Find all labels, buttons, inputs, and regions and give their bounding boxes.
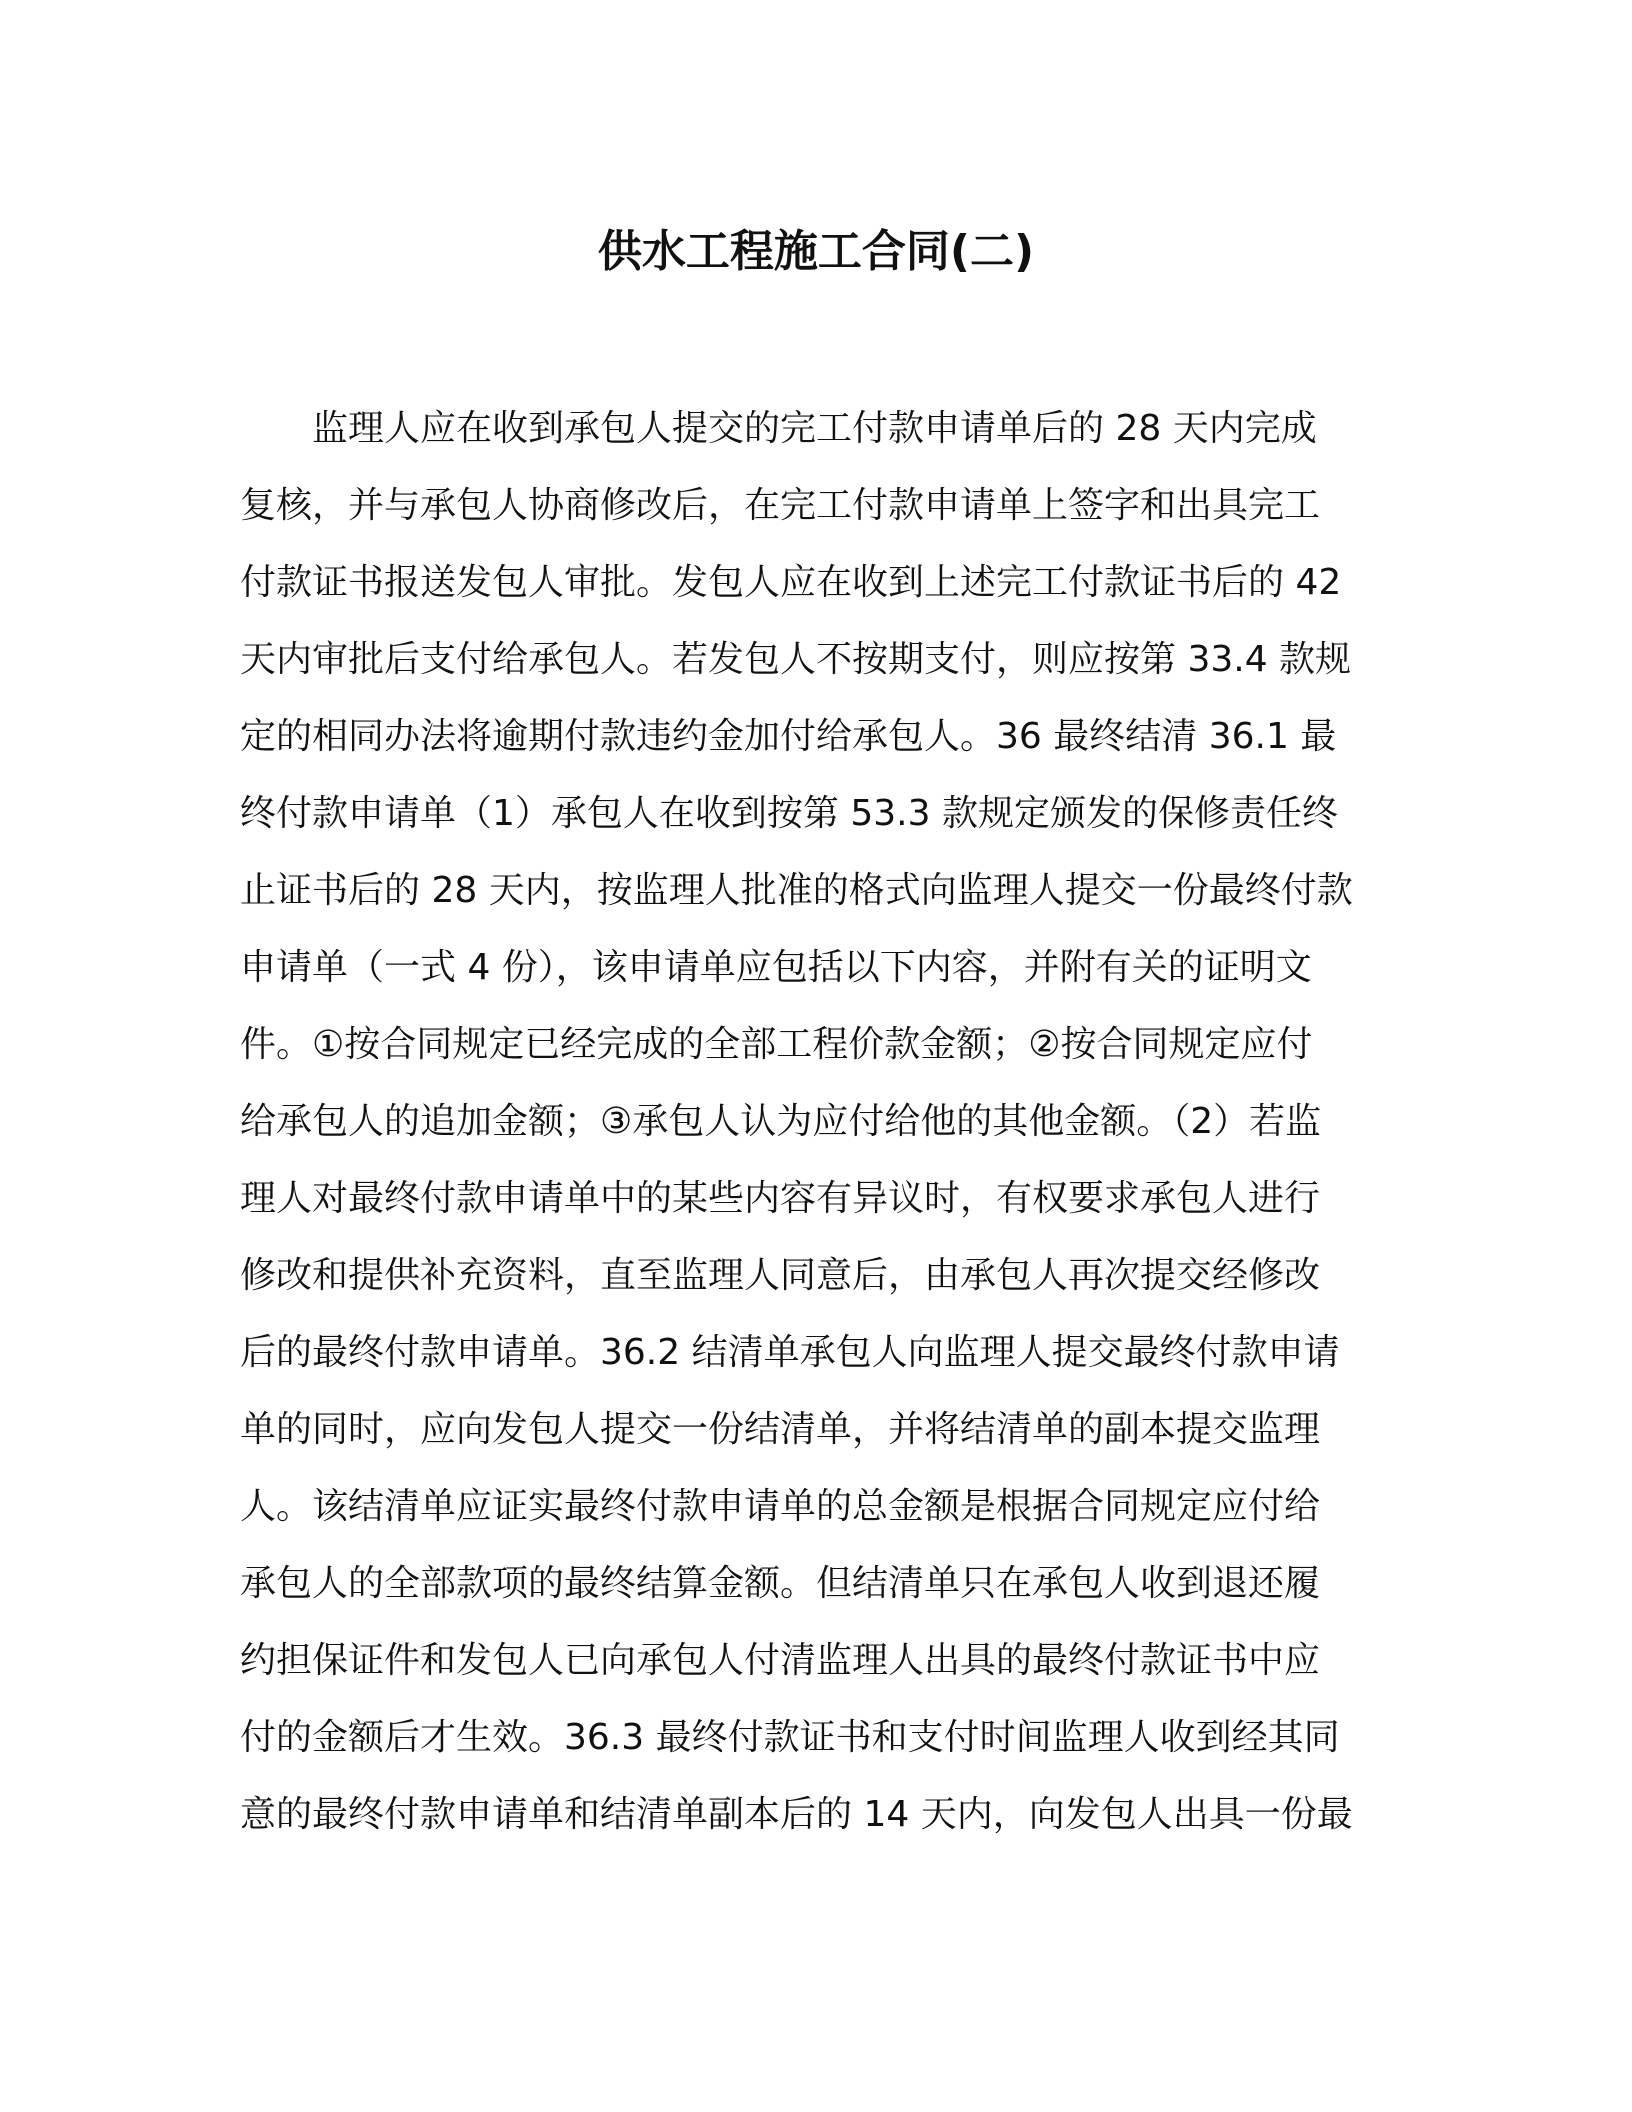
text-line: 复核，并与承包人协商修改后，在完工付款申请单上签字和出具完工 (240, 485, 1321, 526)
text-line: 承包人的全部款项的最终结算金额。但结清单只在承包人收到退还履 (240, 1563, 1321, 1604)
text-line: 终付款申请单（1）承包人在收到按第 53.3 款规定颁发的保修责任终 (240, 793, 1338, 834)
text-line: 意的最终付款申请单和结清单副本后的 14 天内，向发包人出具一份最 (240, 1794, 1353, 1835)
text-line: 止证书后的 28 天内，按监理人批准的格式向监理人提交一份最终付款 (240, 870, 1353, 911)
text-line: 给承包人的追加金额；③承包人认为应付给他的其他金额。（2）若监 (240, 1101, 1322, 1142)
text-line: 后的最终付款申请单。36.2 结清单承包人向监理人提交最终付款申请 (240, 1332, 1340, 1373)
text-line: 监理人应在收到承包人提交的完工付款申请单后的 28 天内完成 (312, 408, 1317, 449)
text-line: 理人对最终付款申请单中的某些内容有异议时，有权要求承包人进行 (240, 1178, 1321, 1219)
text-line: 约担保证件和发包人已向承包人付清监理人出具的最终付款证书中应 (240, 1640, 1321, 1681)
text-line: 付的金额后才生效。36.3 最终付款证书和支付时间监理人收到经其同 (240, 1717, 1340, 1758)
text-line: 单的同时，应向发包人提交一份结清单，并将结清单的副本提交监理 (240, 1409, 1321, 1450)
text-line: 修改和提供补充资料，直至监理人同意后，由承包人再次提交经修改 (240, 1255, 1321, 1296)
text-line: 申请单（一式 4 份），该申请单应包括以下内容，并附有关的证明文 (240, 947, 1312, 988)
text-line: 付款证书报送发包人审批。发包人应在收到上述完工付款证书后的 42 (240, 562, 1342, 603)
text-line: 天内审批后支付给承包人。若发包人不按期支付，则应按第 33.4 款规 (240, 639, 1352, 680)
text-line: 定的相同办法将逾期付款违约金加付给承包人。36 最终结清 36.1 最 (240, 716, 1337, 757)
text-line: 人。该结清单应证实最终付款申请单的总金额是根据合同规定应付给 (240, 1486, 1321, 1527)
text-line: 件。①按合同规定已经完成的全部工程价款金额；②按合同规定应付 (240, 1024, 1313, 1065)
body-paragraph (240, 390, 1400, 1853)
document-title: 供水工程施工合同(二) (597, 226, 1035, 277)
